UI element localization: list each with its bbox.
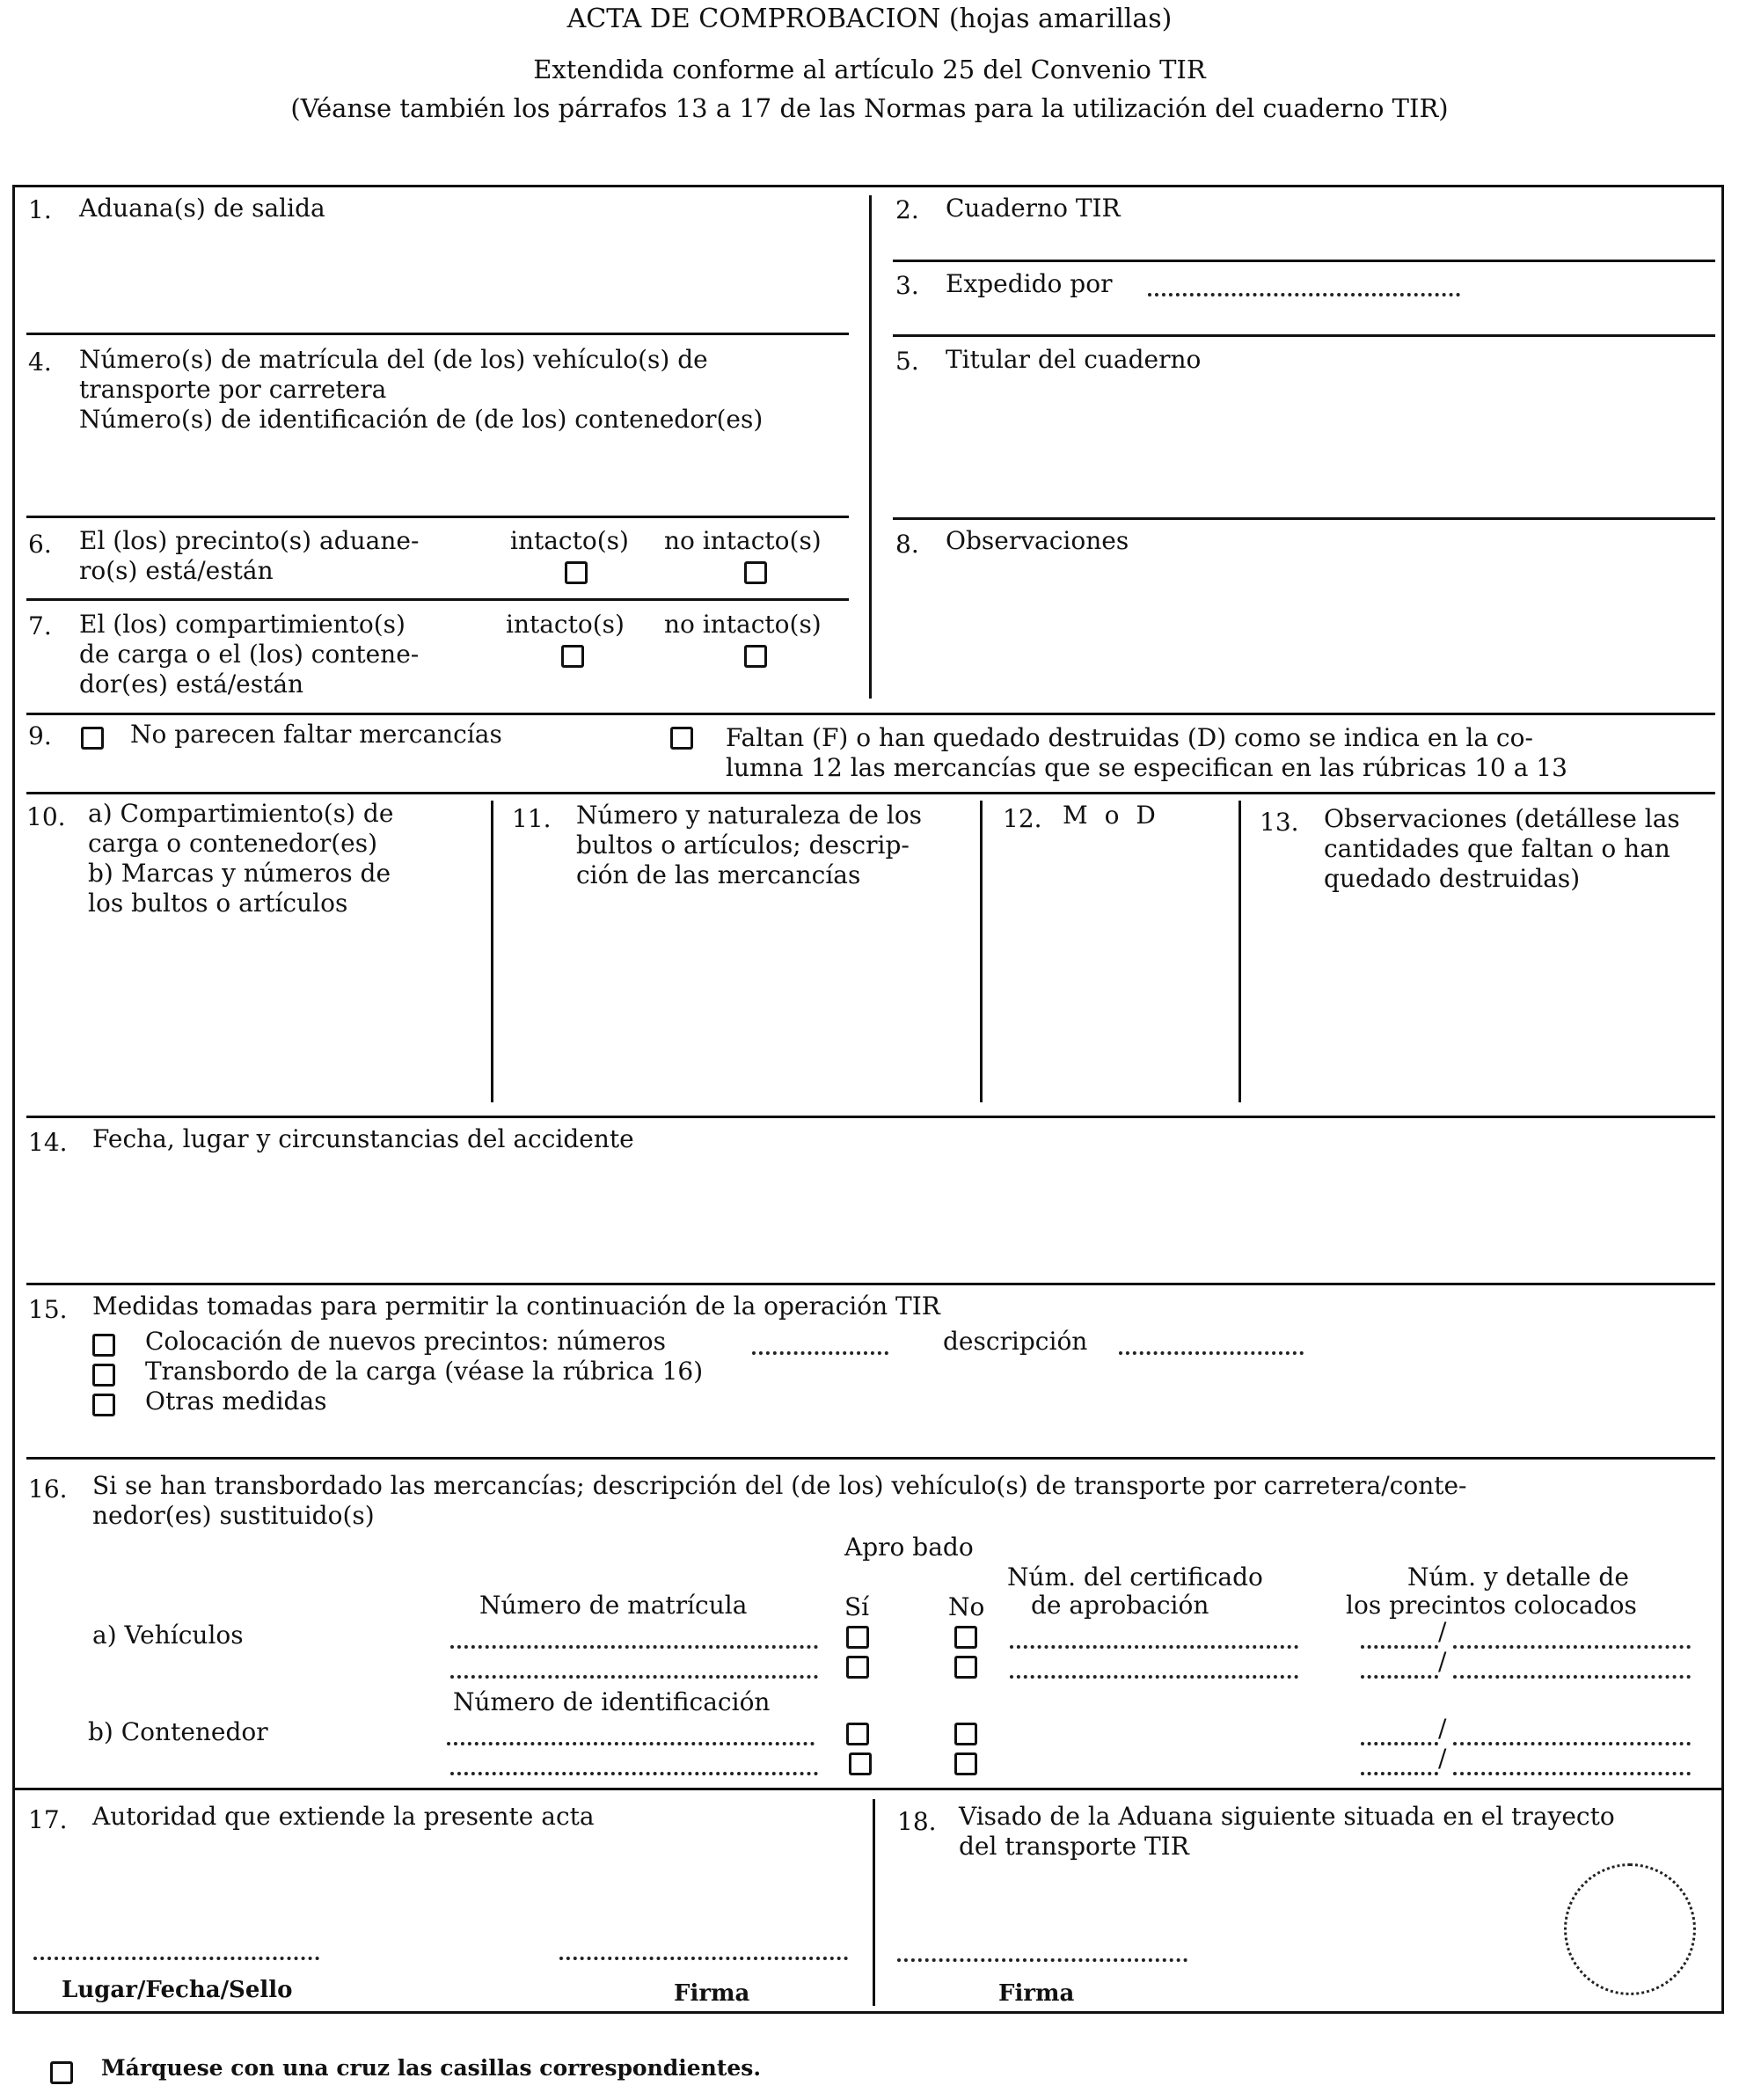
field-14-number: 14. [28,1128,68,1157]
divider [980,801,983,1102]
vehicle-seal-detail-line-2[interactable] [1453,1675,1691,1679]
field-1-number: 1. [28,195,52,224]
container-seal-slash-2: / [1438,1744,1447,1773]
seals-not-intact-checkbox[interactable] [744,561,767,584]
container-2-yes-checkbox[interactable] [849,1752,872,1775]
vehicle-1-yes-checkbox[interactable] [846,1626,869,1649]
new-seals-checkbox[interactable] [92,1334,115,1357]
form-title: ACTA DE COMPROBACION (hojas amarillas) [566,4,1173,34]
transshipment-checkbox[interactable] [92,1364,115,1387]
field-15-description-label: descripción [943,1327,1088,1356]
field-5-label: Titular del cuaderno [946,345,1202,374]
field-11-line3: ción de las mercancías [576,860,861,889]
field-15-option1: Colocación de nuevos precintos: números [145,1327,667,1356]
visa-signature-caption: Firma [998,1980,1075,2007]
divider [893,517,1715,520]
vehicle-registration-line-2[interactable] [450,1675,818,1679]
authority-signature-line[interactable] [559,1957,848,1960]
field-13-line3: quedado destruidas) [1324,864,1581,893]
divider [893,260,1715,262]
form-reference: (Véanse también los párrafos 13 a 17 de las Normas para la utilización del cuaderno TIR) [290,93,1449,123]
field-2-number: 2. [895,195,919,224]
field-6-line1: El (los) precinto(s) aduane- [79,526,420,555]
divider [873,1799,875,2006]
divider [869,195,872,699]
field-8-label: Observaciones [946,526,1129,555]
field-7-line2: de carga o el (los) contene- [79,640,420,669]
vehicle-cert-line-2[interactable] [1010,1675,1298,1679]
registration-header: Número de matrícula [479,1591,748,1620]
field-11-line1: Número y naturaleza de los [576,801,923,830]
form-subtitle: Extendida conforme al artículo 25 del Convenio TIR [533,55,1206,84]
field-7-line3: dor(es) está/están [79,670,304,699]
container-seal-detail-line-2[interactable] [1453,1772,1691,1775]
stamp-circle [1564,1863,1696,1995]
field-10-line3: b) Marcas y números de [88,859,391,888]
container-1-yes-checkbox[interactable] [846,1723,869,1745]
place-date-seal-caption: Lugar/Fecha/Sello [62,1977,293,2003]
seal-numbers-line[interactable] [752,1351,888,1355]
field-15-number: 15. [28,1295,68,1324]
field-12-number: 12. [1003,804,1042,833]
container-seal-detail-line-1[interactable] [1453,1742,1691,1745]
seal-description-line[interactable] [1119,1351,1304,1355]
field-10-number: 10. [26,802,66,831]
footer-note: Márquese con una cruz las casillas correspondientes. [101,2055,762,2081]
field-16-line1: Si se han transbordado las mercancías; descripción del (de los) vehículo(s) de transporte por carretera/conte- [92,1471,1467,1500]
no-goods-missing-checkbox[interactable] [81,727,104,750]
field-6-not-intact-label: no intacto(s) [664,526,822,555]
container-id-line-2[interactable] [450,1772,818,1775]
field-1-label: Aduana(s) de salida [79,194,325,223]
field-7-line1: El (los) compartimiento(s) [79,610,406,639]
field-15-label: Medidas tomadas para permitir la continuación de la operación TIR [92,1291,940,1321]
divider [26,713,1715,715]
place-date-seal-line[interactable] [33,1957,319,1960]
container-2-no-checkbox[interactable] [954,1752,977,1775]
field-15-option2: Transbordo de la carga (véase la rúbrica 16) [145,1357,704,1386]
field-11-line2: bultos o artículos; descrip- [576,830,910,860]
field-4-line2: transporte por carretera [79,375,387,404]
cert-header-line1: Núm. del certificado [1007,1562,1263,1591]
field-13-number: 13. [1260,808,1299,837]
field-9-option2-line2: lumna 12 las mercancías que se especifican en las rúbricas 10 a 13 [726,753,1567,782]
vehicle-seal-slash-1: / [1438,1617,1447,1646]
field-10-line2: carga o contenedor(es) [88,829,377,858]
field-17-number: 17. [28,1805,68,1834]
field-9-number: 9. [28,721,52,750]
field-11-number: 11. [512,804,552,833]
container-id-line-1[interactable] [447,1742,815,1745]
no-header: No [948,1592,985,1621]
field-6-line2: ro(s) está/están [79,556,274,585]
issued-by-line[interactable] [1148,293,1460,296]
field-15-option3: Otras medidas [145,1387,327,1416]
field-4-number: 4. [28,348,52,377]
yes-header: Sí [844,1592,870,1621]
vehicles-label: a) Vehículos [92,1621,244,1650]
approved-header: Apro bado [844,1533,974,1562]
divider [26,1116,1715,1118]
field-10-line1: a) Compartimiento(s) de [88,799,394,828]
field-8-number: 8. [895,530,919,559]
field-4-line3: Número(s) de identificación de (de los) contenedor(es) [79,405,764,434]
field-4-line1: Número(s) de matrícula del (de los) vehículo(s) de [79,345,708,374]
field-13-line1: Observaciones (detállese las [1324,804,1680,833]
container-label: b) Contenedor [88,1717,268,1746]
visa-signature-line[interactable] [897,1958,1187,1962]
divider [26,792,1715,794]
field-18-line1: Visado de la Aduana siguiente situada en el trayecto [959,1802,1615,1831]
compartments-not-intact-checkbox[interactable] [744,645,767,668]
identification-header: Número de identificación [453,1687,771,1716]
field-6-intact-label: intacto(s) [510,526,629,555]
container-seal-number-line-2[interactable] [1361,1772,1438,1775]
field-5-number: 5. [895,347,919,376]
container-seal-number-line-1[interactable] [1361,1742,1438,1745]
seals-intact-checkbox[interactable] [565,561,588,584]
field-17-label: Autoridad que extiende la presente acta [92,1802,595,1831]
field-18-number: 18. [897,1807,937,1836]
divider [26,333,849,335]
field-9-option1: No parecen faltar mercancías [130,720,502,749]
field-6-number: 6. [28,530,52,559]
legend-checkbox-icon [50,2061,73,2084]
field-7-intact-label: intacto(s) [506,610,625,639]
field-16-line2: nedor(es) sustituido(s) [92,1501,375,1530]
divider [26,516,849,518]
field-13-line2: cantidades que faltan o han [1324,834,1670,863]
seals-header-line1: Núm. y detalle de [1407,1562,1629,1591]
field-7-not-intact-label: no intacto(s) [664,610,822,639]
field-16-number: 16. [28,1474,68,1504]
field-12-label: M o D [1063,801,1156,830]
vehicle-2-no-checkbox[interactable] [954,1656,977,1679]
vehicle-seal-detail-line-1[interactable] [1453,1645,1691,1649]
divider [491,801,493,1102]
field-9-option2-line1: Faltan (F) o han quedado destruidas (D) como se indica en la co- [726,723,1533,752]
seals-header-line2: los precintos colocados [1346,1591,1637,1620]
field-18-line2: del transporte TIR [959,1832,1189,1861]
vehicle-cert-line-1[interactable] [1010,1645,1298,1649]
field-7-number: 7. [28,611,52,640]
vehicle-seal-slash-2: / [1438,1647,1447,1676]
divider [26,1457,1715,1460]
goods-missing-checkbox[interactable] [670,727,693,750]
field-10-line4: los bultos o artículos [88,889,348,918]
divider [26,598,849,601]
vehicle-registration-line-1[interactable] [450,1645,818,1649]
divider [893,334,1715,337]
field-3-number: 3. [895,271,919,300]
container-1-no-checkbox[interactable] [954,1723,977,1745]
container-seal-slash-1: / [1438,1714,1447,1743]
compartments-intact-checkbox[interactable] [561,645,584,668]
vehicle-seal-number-line-1[interactable] [1361,1645,1438,1649]
vehicle-1-no-checkbox[interactable] [954,1626,977,1649]
divider [1238,801,1241,1102]
field-3-label: Expedido por [946,269,1113,298]
cert-header-line2: de aprobación [1031,1591,1209,1620]
field-2-label: Cuaderno TIR [946,194,1121,223]
other-measures-checkbox[interactable] [92,1394,115,1416]
divider [26,1283,1715,1285]
authority-signature-caption: Firma [674,1980,750,2007]
vehicle-2-yes-checkbox[interactable] [846,1656,869,1679]
vehicle-seal-number-line-2[interactable] [1361,1675,1438,1679]
field-14-label: Fecha, lugar y circunstancias del accidente [92,1124,634,1153]
divider [12,1788,1724,1790]
